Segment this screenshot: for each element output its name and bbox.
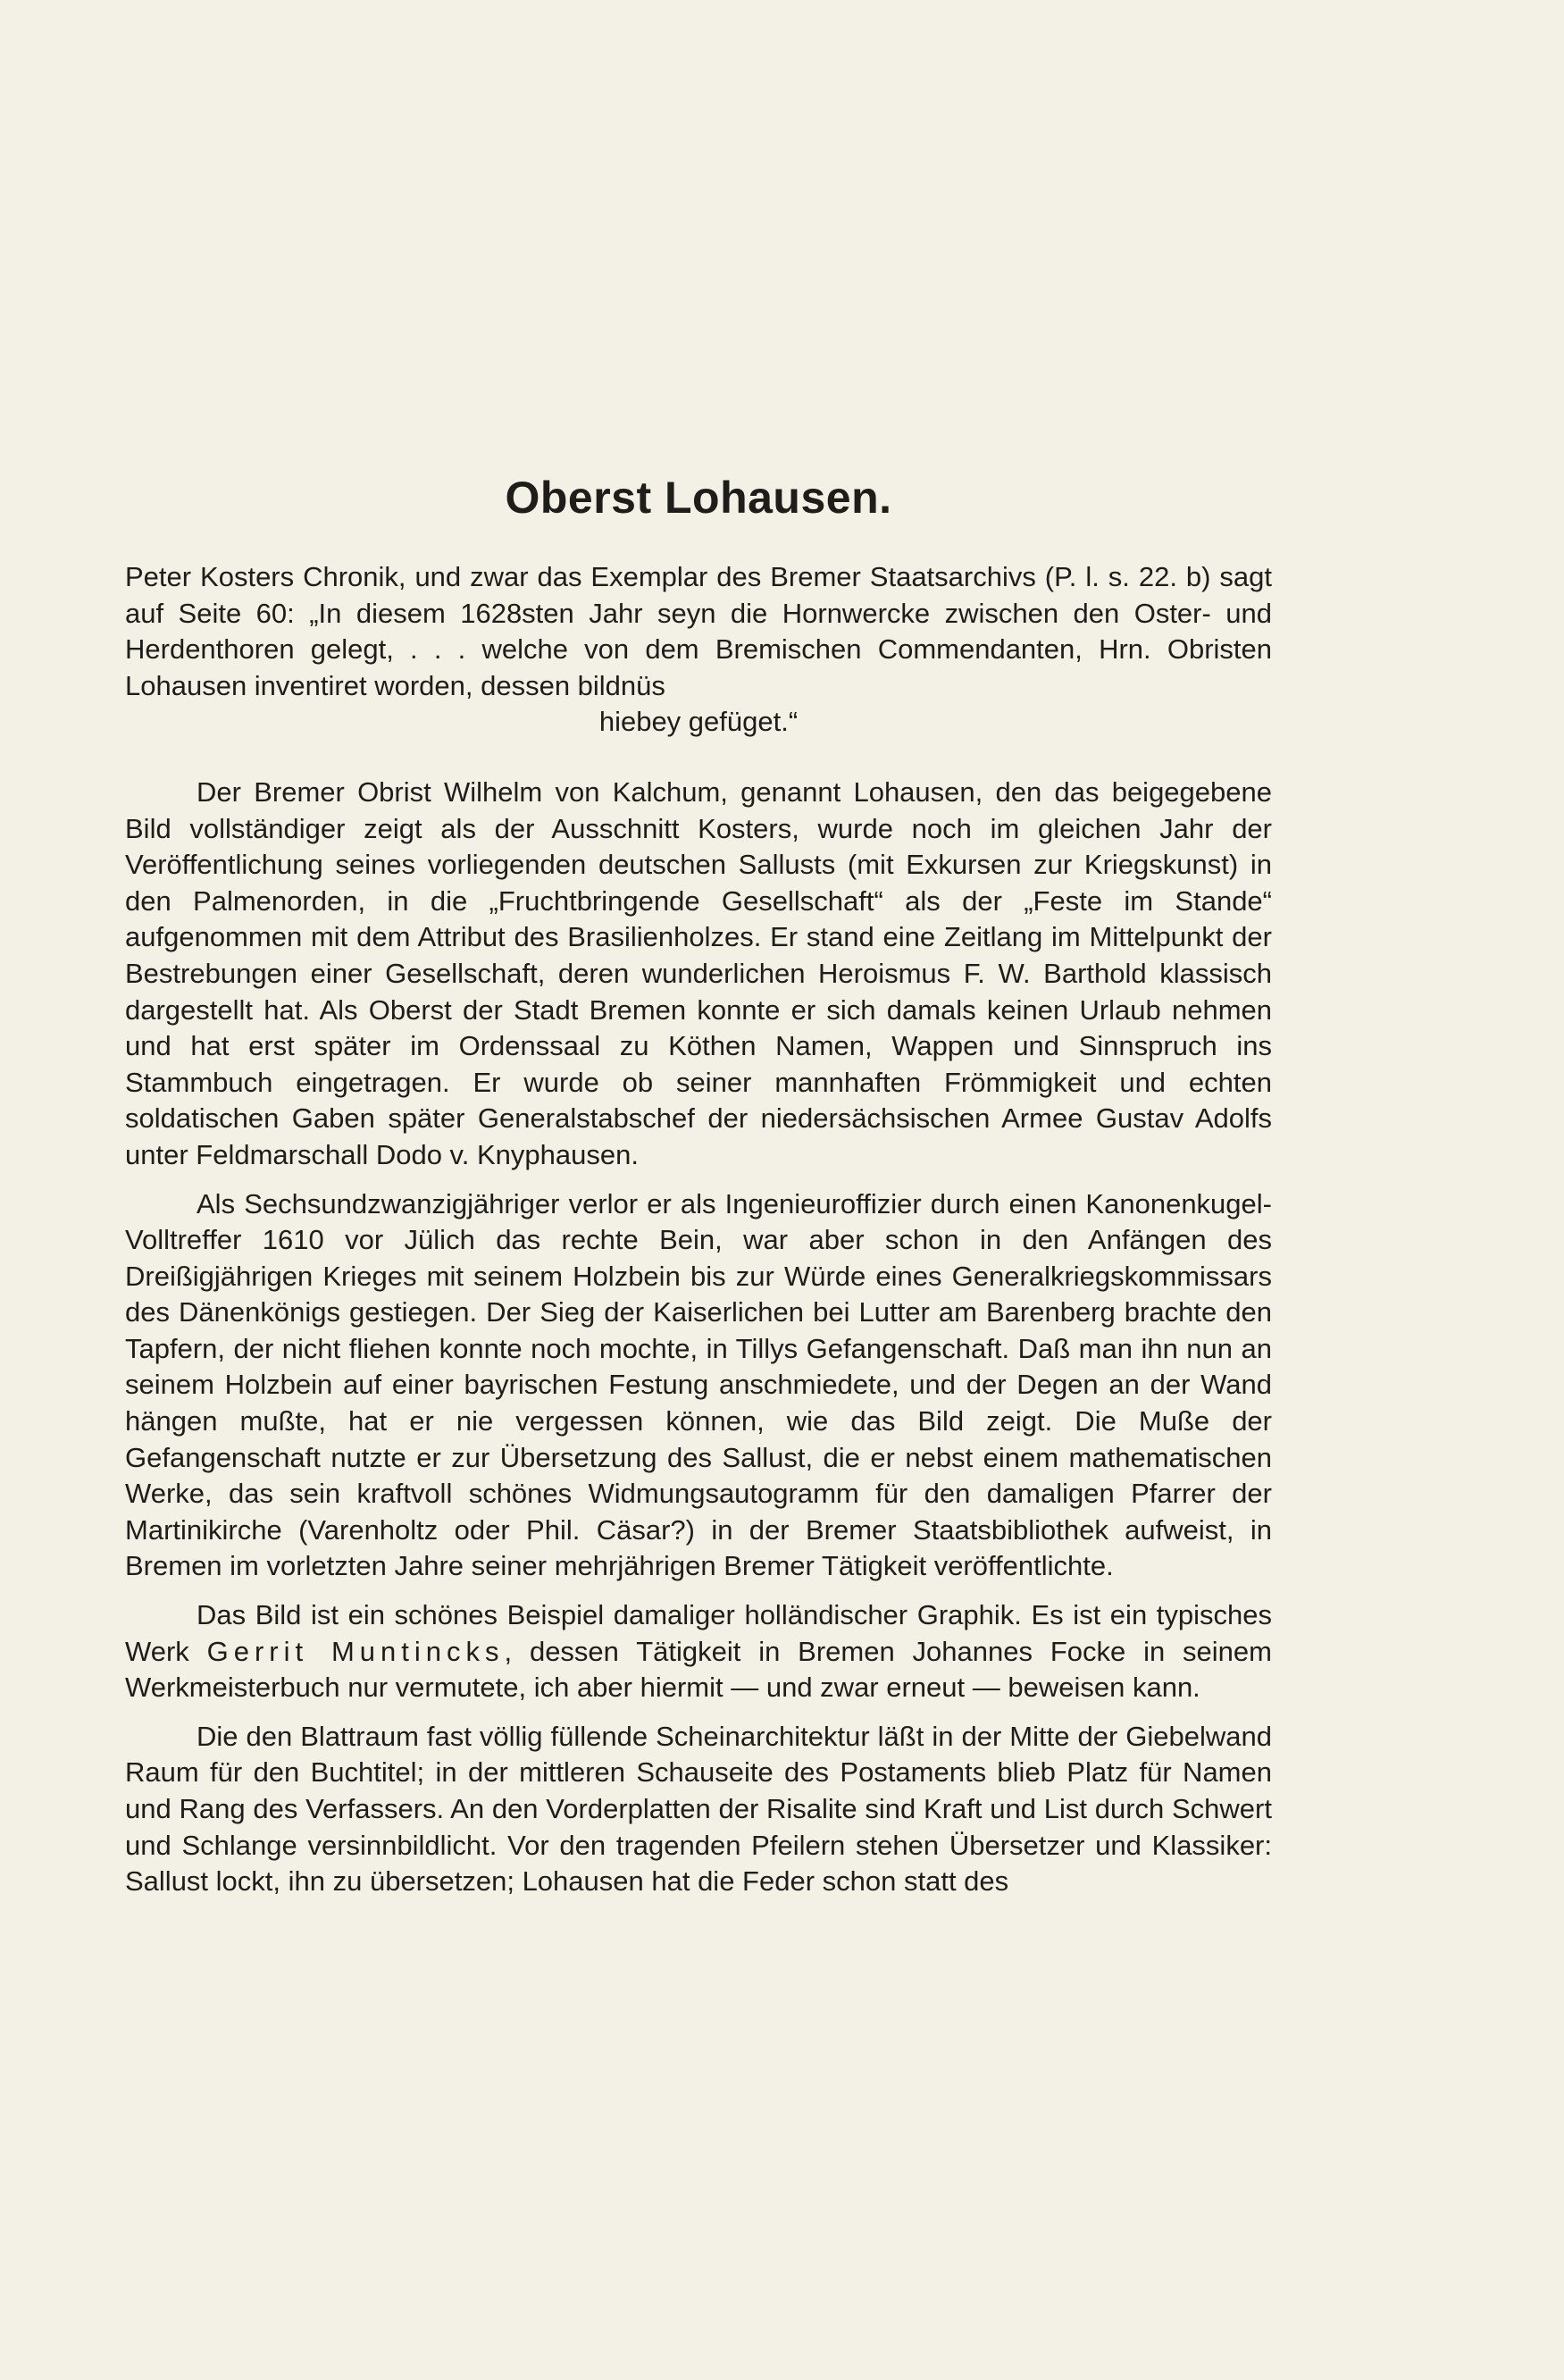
paragraph-gap <box>125 741 1272 775</box>
paragraph-3-after: , dessen Tätigkeit in Bremen Johannes Focke in seinem Werkmeisterbuch nur vermutete, ich aber hiermit — und zwar erneut — beweisen kann. <box>125 1635 1272 1704</box>
artist-name: Gerrit Muntincks <box>206 1635 505 1667</box>
paragraph-3-before: Das Bild ist ein schönes Beispiel damaliger holländischer Graphik. Es ist ein typisches Werk <box>125 1599 1272 1667</box>
paragraph-3 <box>125 1597 1272 1706</box>
paragraph-gap <box>125 1174 1272 1186</box>
paragraph-1: Der Bremer Obrist Wilhelm von Kalchum, genannt Lohausen, den das beigegebene Bild vollständiger zeigt als der Ausschnitt Kosters, wurde noch im gleichen Jahr der Veröffentlichung seines vorliegenden deutschen Sallusts (mit Exkursen zur Kriegskunst) in den Palmenorden, in die „Fruchtbringende Gesellschaft“ als der „Feste im Stande“ aufgenommen mit dem Attribut des Brasilienholzes. Er stand eine Zeitlang im Mittelpunkt der Bestrebungen einer Gesellschaft, deren wunderlichen Heroismus F. W. Barthold klassisch dargestellt hat. Als Oberst der Stadt Bremen konnte er sich damals keinen Urlaub nehmen und hat erst später im Ordenssaal zu Köthen Namen, Wappen und Sinnspruch ins Stammbuch eingetragen. Er wurde ob seiner mannhaften Frömmigkeit und echten soldatischen Gaben später Generalstabschef der niedersächsischen Armee Gustav Adolfs unter Feldmarschall Dodo v. Knyphausen. <box>125 775 1272 1170</box>
intro-paragraph: Peter Kosters Chronik, und zwar das Exemplar des Bremer Staatsarchivs (P. l. s. 22. b) sagt auf Seite 60: „In diesem 1628sten Jahr seyn die Hornwercke zwischen den Oster- und Herdenthoren gelegt, . . . welche von dem Bremischen Commendanten, Hrn. Obristen Lohausen inventiret worden, dessen bildnüs <box>125 561 1272 701</box>
paragraph-2: Als Sechsundzwanzigjähriger verlor er als Ingenieuroffizier durch einen Kanonenkugel-Volltreffer 1610 vor Jülich das rechte Bein, war aber schon in den Anfängen des Dreißigjährigen Krieges mit seinem Holzbein bis zur Würde eines Generalkriegskommissars des Dänenkönigs gestiegen. Der Sieg der Kaiserlichen bei Lutter am Barenberg brachte den Tapfern, der nicht fliehen konnte noch mochte, in Tillys Gefangenschaft. Daß man ihn nun an seinem Holzbein auf einer bayrischen Festung anschmiedete, und der Degen an der Wand hängen mußte, hat er nie vergessen können, wie das Bild zeigt. Die Muße der Gefangenschaft nutzte er zur Übersetzung des Sallust, die er nebst einem mathematischen Werke, das sein kraftvoll schönes Widmungsautogramm für den damaligen Pfarrer der Martinikirche (Varenholtz oder Phil. Cäsar?) in der Bremer Staatsbibliothek aufweist, in Bremen im vorletzten Jahre seiner mehrjährigen Bremer Tätigkeit veröffentlichte. <box>125 1187 1272 1582</box>
document-page <box>125 472 1272 1900</box>
paragraph-gap <box>125 1706 1272 1719</box>
intro-last-line: hiebey gefüget.“ <box>598 706 799 738</box>
paragraph-4: Die den Blattraum fast völlig füllende Scheinarchitektur läßt in der Mitte der Giebelwand Raum für den Buchtitel; in der mittleren Schauseite des Postaments blieb Platz für Namen und Rang des Verfassers. An den Vorderplatten der Risalite sind Kraft und List durch Schwert und Schlange versinnbildlicht. Vor den tragenden Pfeilern stehen Übersetzer und Klassiker: Sallust lockt, ihn zu übersetzen; Lohausen hat die Feder schon statt des <box>125 1720 1272 1898</box>
page-title: Oberst Lohausen. <box>505 473 892 523</box>
paragraph-gap <box>125 1585 1272 1597</box>
